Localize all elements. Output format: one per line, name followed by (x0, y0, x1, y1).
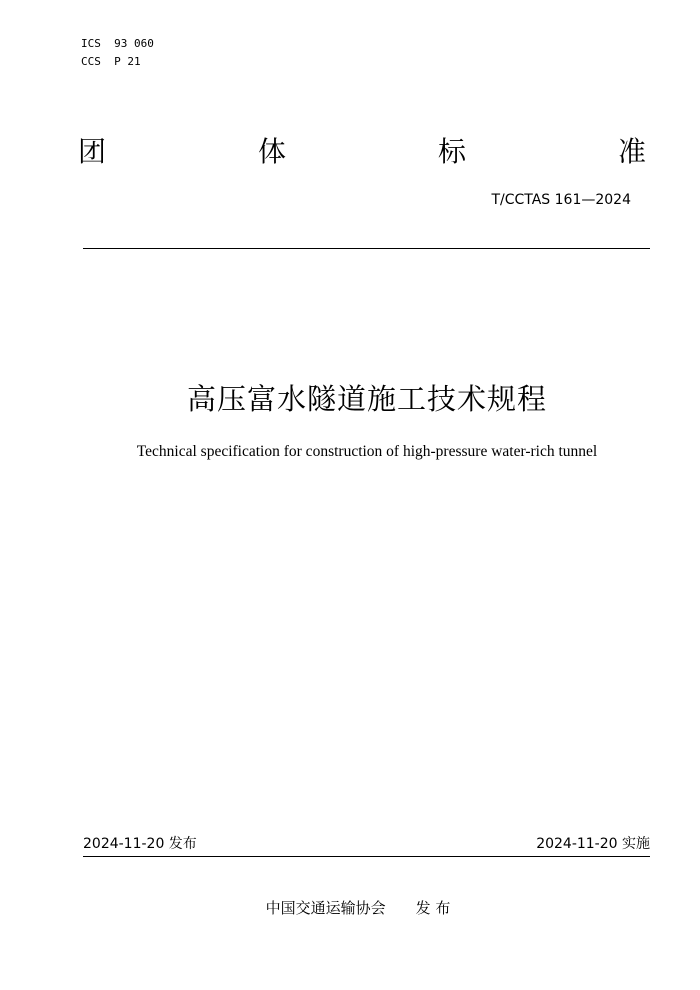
ccs-code: CCS P 21 (81, 55, 141, 68)
standard-type-char: 体 (257, 135, 286, 168)
standard-number: T/CCTAS 161—2024 (491, 192, 631, 208)
title-chinese: 高压富水隧道施工技术规程 (186, 382, 547, 416)
standard-type-char: 团 (78, 135, 107, 168)
top-divider (83, 248, 650, 249)
standard-type-char: 准 (617, 135, 646, 168)
bottom-divider (83, 856, 650, 857)
standard-type-char: 标 (437, 135, 466, 168)
classification-codes (81, 35, 154, 71)
ics-code: ICS 93 060 (81, 37, 154, 50)
implementation-date: 2024-11-20 实施 (536, 836, 650, 852)
standard-type-heading (78, 132, 646, 172)
title-english: Technical specification for construction of high-pressure water-rich tunnel (136, 443, 598, 460)
issue-date: 2024-11-20 发布 (83, 836, 197, 852)
publisher-name: 中国交通运输协会 (265, 899, 386, 917)
publisher-action: 发 布 (415, 899, 451, 917)
publisher-line (0, 897, 700, 919)
